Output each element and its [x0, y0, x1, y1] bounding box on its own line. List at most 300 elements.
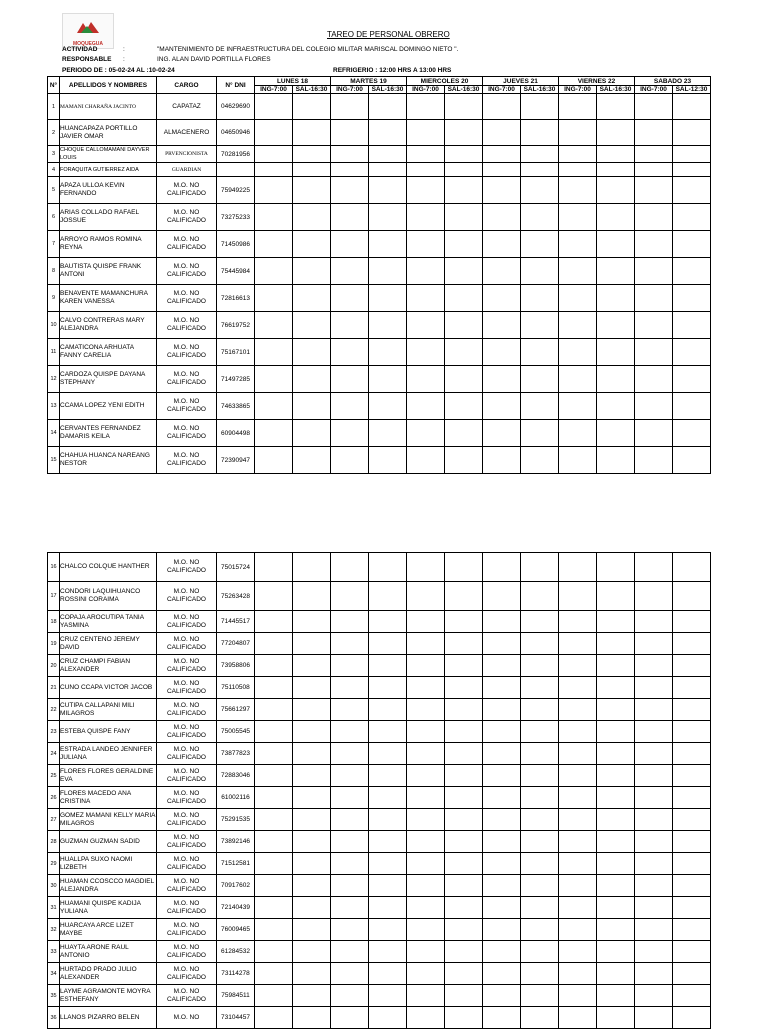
check-in-cell[interactable]: [635, 633, 673, 655]
check-in-cell[interactable]: [331, 582, 369, 611]
check-in-cell[interactable]: [635, 582, 673, 611]
check-in-cell[interactable]: [255, 285, 293, 312]
check-in-cell[interactable]: [407, 553, 445, 582]
check-out-cell[interactable]: [369, 765, 407, 787]
check-in-cell[interactable]: [255, 447, 293, 474]
check-out-cell[interactable]: [293, 582, 331, 611]
check-in-cell[interactable]: [483, 787, 521, 809]
check-out-cell[interactable]: [293, 163, 331, 177]
check-out-cell[interactable]: [445, 655, 483, 677]
check-out-cell[interactable]: [293, 941, 331, 963]
check-out-cell[interactable]: [521, 204, 559, 231]
check-in-cell[interactable]: [255, 985, 293, 1007]
check-out-cell[interactable]: [597, 553, 635, 582]
check-in-cell[interactable]: [255, 633, 293, 655]
check-in-cell[interactable]: [407, 312, 445, 339]
check-out-cell[interactable]: [369, 743, 407, 765]
check-in-cell[interactable]: [483, 339, 521, 366]
check-out-cell[interactable]: [597, 120, 635, 146]
check-in-cell[interactable]: [331, 553, 369, 582]
check-in-cell[interactable]: [331, 611, 369, 633]
check-out-cell[interactable]: [597, 285, 635, 312]
check-out-cell[interactable]: [293, 177, 331, 204]
check-out-cell[interactable]: [293, 366, 331, 393]
check-in-cell[interactable]: [255, 809, 293, 831]
check-out-cell[interactable]: [597, 919, 635, 941]
check-in-cell[interactable]: [483, 94, 521, 120]
check-out-cell[interactable]: [521, 420, 559, 447]
check-in-cell[interactable]: [483, 985, 521, 1007]
check-in-cell[interactable]: [559, 611, 597, 633]
check-out-cell[interactable]: [521, 553, 559, 582]
check-in-cell[interactable]: [635, 120, 673, 146]
check-out-cell[interactable]: [597, 420, 635, 447]
check-out-cell[interactable]: [597, 366, 635, 393]
check-out-cell[interactable]: [293, 393, 331, 420]
check-out-cell[interactable]: [445, 611, 483, 633]
check-in-cell[interactable]: [331, 655, 369, 677]
check-out-cell[interactable]: [597, 146, 635, 163]
check-in-cell[interactable]: [559, 765, 597, 787]
check-in-cell[interactable]: [331, 963, 369, 985]
check-out-cell[interactable]: [293, 120, 331, 146]
check-in-cell[interactable]: [483, 897, 521, 919]
check-out-cell[interactable]: [369, 366, 407, 393]
check-out-cell[interactable]: [521, 655, 559, 677]
check-in-cell[interactable]: [255, 941, 293, 963]
check-in-cell[interactable]: [635, 393, 673, 420]
check-in-cell[interactable]: [331, 146, 369, 163]
check-out-cell[interactable]: [521, 339, 559, 366]
check-out-cell[interactable]: [445, 743, 483, 765]
check-in-cell[interactable]: [255, 120, 293, 146]
check-out-cell[interactable]: [293, 258, 331, 285]
check-in-cell[interactable]: [483, 655, 521, 677]
check-out-cell[interactable]: [673, 312, 711, 339]
check-out-cell[interactable]: [293, 897, 331, 919]
check-in-cell[interactable]: [255, 853, 293, 875]
check-out-cell[interactable]: [521, 146, 559, 163]
check-out-cell[interactable]: [521, 853, 559, 875]
check-out-cell[interactable]: [445, 787, 483, 809]
check-in-cell[interactable]: [483, 146, 521, 163]
check-out-cell[interactable]: [369, 919, 407, 941]
check-out-cell[interactable]: [521, 231, 559, 258]
check-in-cell[interactable]: [255, 743, 293, 765]
check-out-cell[interactable]: [597, 94, 635, 120]
check-out-cell[interactable]: [673, 743, 711, 765]
check-in-cell[interactable]: [483, 258, 521, 285]
check-in-cell[interactable]: [331, 743, 369, 765]
check-in-cell[interactable]: [407, 655, 445, 677]
check-out-cell[interactable]: [597, 1007, 635, 1029]
check-in-cell[interactable]: [635, 787, 673, 809]
check-in-cell[interactable]: [635, 941, 673, 963]
check-in-cell[interactable]: [331, 897, 369, 919]
check-in-cell[interactable]: [635, 285, 673, 312]
check-in-cell[interactable]: [331, 1007, 369, 1029]
check-out-cell[interactable]: [673, 339, 711, 366]
check-in-cell[interactable]: [559, 312, 597, 339]
check-out-cell[interactable]: [597, 941, 635, 963]
check-out-cell[interactable]: [293, 204, 331, 231]
check-in-cell[interactable]: [331, 177, 369, 204]
check-in-cell[interactable]: [559, 677, 597, 699]
check-out-cell[interactable]: [673, 875, 711, 897]
check-in-cell[interactable]: [255, 177, 293, 204]
check-in-cell[interactable]: [559, 447, 597, 474]
check-out-cell[interactable]: [369, 611, 407, 633]
check-in-cell[interactable]: [331, 919, 369, 941]
check-out-cell[interactable]: [293, 94, 331, 120]
check-in-cell[interactable]: [255, 1007, 293, 1029]
check-out-cell[interactable]: [369, 831, 407, 853]
check-in-cell[interactable]: [331, 699, 369, 721]
check-out-cell[interactable]: [673, 258, 711, 285]
check-in-cell[interactable]: [331, 393, 369, 420]
check-in-cell[interactable]: [407, 787, 445, 809]
check-in-cell[interactable]: [407, 146, 445, 163]
check-out-cell[interactable]: [369, 721, 407, 743]
check-out-cell[interactable]: [597, 897, 635, 919]
check-out-cell[interactable]: [597, 633, 635, 655]
check-out-cell[interactable]: [369, 258, 407, 285]
check-out-cell[interactable]: [445, 875, 483, 897]
check-out-cell[interactable]: [445, 897, 483, 919]
check-out-cell[interactable]: [521, 897, 559, 919]
check-out-cell[interactable]: [521, 919, 559, 941]
check-out-cell[interactable]: [293, 285, 331, 312]
check-in-cell[interactable]: [635, 809, 673, 831]
check-out-cell[interactable]: [293, 919, 331, 941]
check-out-cell[interactable]: [597, 177, 635, 204]
check-out-cell[interactable]: [293, 231, 331, 258]
check-in-cell[interactable]: [635, 765, 673, 787]
check-out-cell[interactable]: [369, 393, 407, 420]
check-in-cell[interactable]: [255, 677, 293, 699]
check-in-cell[interactable]: [559, 699, 597, 721]
check-in-cell[interactable]: [483, 582, 521, 611]
check-in-cell[interactable]: [331, 366, 369, 393]
check-in-cell[interactable]: [331, 787, 369, 809]
check-in-cell[interactable]: [407, 985, 445, 1007]
check-out-cell[interactable]: [597, 163, 635, 177]
check-out-cell[interactable]: [445, 204, 483, 231]
check-out-cell[interactable]: [369, 312, 407, 339]
check-out-cell[interactable]: [369, 231, 407, 258]
check-out-cell[interactable]: [521, 787, 559, 809]
check-out-cell[interactable]: [369, 177, 407, 204]
check-out-cell[interactable]: [673, 94, 711, 120]
check-out-cell[interactable]: [369, 447, 407, 474]
check-out-cell[interactable]: [445, 809, 483, 831]
check-in-cell[interactable]: [407, 163, 445, 177]
check-in-cell[interactable]: [559, 787, 597, 809]
check-out-cell[interactable]: [521, 677, 559, 699]
check-out-cell[interactable]: [445, 985, 483, 1007]
check-out-cell[interactable]: [521, 582, 559, 611]
check-in-cell[interactable]: [255, 231, 293, 258]
check-out-cell[interactable]: [597, 339, 635, 366]
check-out-cell[interactable]: [369, 699, 407, 721]
check-out-cell[interactable]: [673, 163, 711, 177]
check-out-cell[interactable]: [369, 582, 407, 611]
check-in-cell[interactable]: [635, 177, 673, 204]
check-in-cell[interactable]: [635, 339, 673, 366]
check-out-cell[interactable]: [369, 633, 407, 655]
check-in-cell[interactable]: [331, 633, 369, 655]
check-out-cell[interactable]: [445, 447, 483, 474]
check-out-cell[interactable]: [445, 853, 483, 875]
check-in-cell[interactable]: [483, 875, 521, 897]
check-out-cell[interactable]: [293, 553, 331, 582]
check-out-cell[interactable]: [521, 393, 559, 420]
check-in-cell[interactable]: [635, 312, 673, 339]
check-in-cell[interactable]: [635, 963, 673, 985]
check-out-cell[interactable]: [673, 787, 711, 809]
check-in-cell[interactable]: [559, 553, 597, 582]
check-in-cell[interactable]: [407, 743, 445, 765]
check-out-cell[interactable]: [369, 94, 407, 120]
check-in-cell[interactable]: [331, 312, 369, 339]
check-out-cell[interactable]: [445, 120, 483, 146]
check-in-cell[interactable]: [407, 633, 445, 655]
check-out-cell[interactable]: [521, 633, 559, 655]
check-out-cell[interactable]: [673, 420, 711, 447]
check-in-cell[interactable]: [407, 120, 445, 146]
check-out-cell[interactable]: [293, 655, 331, 677]
check-out-cell[interactable]: [673, 809, 711, 831]
check-in-cell[interactable]: [407, 177, 445, 204]
check-out-cell[interactable]: [369, 553, 407, 582]
check-in-cell[interactable]: [255, 919, 293, 941]
check-out-cell[interactable]: [597, 699, 635, 721]
check-out-cell[interactable]: [293, 831, 331, 853]
check-out-cell[interactable]: [673, 120, 711, 146]
check-out-cell[interactable]: [293, 875, 331, 897]
check-out-cell[interactable]: [597, 611, 635, 633]
check-in-cell[interactable]: [559, 655, 597, 677]
check-in-cell[interactable]: [255, 699, 293, 721]
check-in-cell[interactable]: [483, 366, 521, 393]
check-out-cell[interactable]: [597, 831, 635, 853]
check-in-cell[interactable]: [635, 875, 673, 897]
check-out-cell[interactable]: [293, 853, 331, 875]
check-in-cell[interactable]: [635, 420, 673, 447]
check-in-cell[interactable]: [331, 941, 369, 963]
check-in-cell[interactable]: [559, 721, 597, 743]
check-in-cell[interactable]: [255, 655, 293, 677]
check-out-cell[interactable]: [673, 447, 711, 474]
check-in-cell[interactable]: [559, 94, 597, 120]
check-in-cell[interactable]: [483, 611, 521, 633]
check-out-cell[interactable]: [673, 721, 711, 743]
check-out-cell[interactable]: [673, 231, 711, 258]
check-out-cell[interactable]: [445, 582, 483, 611]
check-out-cell[interactable]: [293, 447, 331, 474]
check-in-cell[interactable]: [255, 339, 293, 366]
check-out-cell[interactable]: [445, 699, 483, 721]
check-out-cell[interactable]: [369, 120, 407, 146]
check-out-cell[interactable]: [293, 146, 331, 163]
check-in-cell[interactable]: [407, 339, 445, 366]
check-out-cell[interactable]: [673, 177, 711, 204]
check-in-cell[interactable]: [559, 743, 597, 765]
check-out-cell[interactable]: [521, 94, 559, 120]
check-in-cell[interactable]: [559, 809, 597, 831]
check-in-cell[interactable]: [635, 146, 673, 163]
check-in-cell[interactable]: [407, 941, 445, 963]
check-out-cell[interactable]: [369, 941, 407, 963]
check-out-cell[interactable]: [673, 985, 711, 1007]
check-in-cell[interactable]: [635, 553, 673, 582]
check-in-cell[interactable]: [483, 177, 521, 204]
check-out-cell[interactable]: [521, 809, 559, 831]
check-in-cell[interactable]: [331, 339, 369, 366]
check-in-cell[interactable]: [559, 339, 597, 366]
check-in-cell[interactable]: [255, 204, 293, 231]
check-out-cell[interactable]: [597, 447, 635, 474]
check-out-cell[interactable]: [445, 177, 483, 204]
check-out-cell[interactable]: [445, 339, 483, 366]
check-out-cell[interactable]: [597, 743, 635, 765]
check-out-cell[interactable]: [521, 312, 559, 339]
check-in-cell[interactable]: [255, 582, 293, 611]
check-out-cell[interactable]: [673, 633, 711, 655]
check-out-cell[interactable]: [369, 963, 407, 985]
check-in-cell[interactable]: [407, 204, 445, 231]
check-in-cell[interactable]: [559, 831, 597, 853]
check-out-cell[interactable]: [521, 285, 559, 312]
check-out-cell[interactable]: [369, 677, 407, 699]
check-out-cell[interactable]: [673, 611, 711, 633]
check-out-cell[interactable]: [293, 963, 331, 985]
check-in-cell[interactable]: [255, 553, 293, 582]
check-out-cell[interactable]: [521, 985, 559, 1007]
check-in-cell[interactable]: [331, 94, 369, 120]
check-in-cell[interactable]: [635, 447, 673, 474]
check-in-cell[interactable]: [407, 919, 445, 941]
check-out-cell[interactable]: [673, 582, 711, 611]
check-out-cell[interactable]: [597, 677, 635, 699]
check-in-cell[interactable]: [559, 853, 597, 875]
check-out-cell[interactable]: [293, 809, 331, 831]
check-in-cell[interactable]: [255, 258, 293, 285]
check-out-cell[interactable]: [521, 163, 559, 177]
check-in-cell[interactable]: [483, 312, 521, 339]
check-in-cell[interactable]: [559, 177, 597, 204]
check-in-cell[interactable]: [255, 163, 293, 177]
check-out-cell[interactable]: [597, 582, 635, 611]
check-in-cell[interactable]: [407, 875, 445, 897]
check-out-cell[interactable]: [445, 94, 483, 120]
check-out-cell[interactable]: [673, 553, 711, 582]
check-in-cell[interactable]: [559, 285, 597, 312]
check-in-cell[interactable]: [331, 204, 369, 231]
check-out-cell[interactable]: [369, 163, 407, 177]
check-in-cell[interactable]: [255, 420, 293, 447]
check-out-cell[interactable]: [673, 1007, 711, 1029]
check-out-cell[interactable]: [521, 765, 559, 787]
check-in-cell[interactable]: [331, 258, 369, 285]
check-in-cell[interactable]: [483, 420, 521, 447]
check-out-cell[interactable]: [293, 765, 331, 787]
check-in-cell[interactable]: [559, 258, 597, 285]
check-in-cell[interactable]: [635, 204, 673, 231]
check-out-cell[interactable]: [597, 853, 635, 875]
check-in-cell[interactable]: [559, 919, 597, 941]
check-out-cell[interactable]: [521, 1007, 559, 1029]
check-out-cell[interactable]: [445, 1007, 483, 1029]
check-in-cell[interactable]: [483, 853, 521, 875]
check-out-cell[interactable]: [445, 553, 483, 582]
check-in-cell[interactable]: [407, 765, 445, 787]
check-in-cell[interactable]: [483, 809, 521, 831]
check-in-cell[interactable]: [255, 611, 293, 633]
check-in-cell[interactable]: [559, 163, 597, 177]
check-out-cell[interactable]: [521, 699, 559, 721]
check-in-cell[interactable]: [407, 677, 445, 699]
check-in-cell[interactable]: [559, 120, 597, 146]
check-in-cell[interactable]: [483, 231, 521, 258]
check-in-cell[interactable]: [331, 765, 369, 787]
check-in-cell[interactable]: [635, 721, 673, 743]
check-in-cell[interactable]: [559, 231, 597, 258]
check-in-cell[interactable]: [407, 721, 445, 743]
check-out-cell[interactable]: [293, 787, 331, 809]
check-in-cell[interactable]: [331, 831, 369, 853]
check-in-cell[interactable]: [635, 611, 673, 633]
check-in-cell[interactable]: [407, 258, 445, 285]
check-in-cell[interactable]: [635, 94, 673, 120]
check-in-cell[interactable]: [331, 120, 369, 146]
check-in-cell[interactable]: [635, 897, 673, 919]
check-in-cell[interactable]: [635, 655, 673, 677]
check-in-cell[interactable]: [635, 231, 673, 258]
check-in-cell[interactable]: [483, 285, 521, 312]
check-out-cell[interactable]: [293, 677, 331, 699]
check-in-cell[interactable]: [407, 897, 445, 919]
check-in-cell[interactable]: [407, 366, 445, 393]
check-in-cell[interactable]: [255, 721, 293, 743]
check-in-cell[interactable]: [331, 677, 369, 699]
check-in-cell[interactable]: [255, 787, 293, 809]
check-out-cell[interactable]: [369, 204, 407, 231]
check-out-cell[interactable]: [673, 853, 711, 875]
check-in-cell[interactable]: [331, 231, 369, 258]
check-out-cell[interactable]: [597, 312, 635, 339]
check-out-cell[interactable]: [521, 721, 559, 743]
check-in-cell[interactable]: [255, 897, 293, 919]
check-out-cell[interactable]: [445, 919, 483, 941]
check-out-cell[interactable]: [521, 743, 559, 765]
check-in-cell[interactable]: [483, 553, 521, 582]
check-in-cell[interactable]: [635, 163, 673, 177]
check-in-cell[interactable]: [331, 875, 369, 897]
check-in-cell[interactable]: [483, 743, 521, 765]
check-in-cell[interactable]: [331, 285, 369, 312]
check-in-cell[interactable]: [331, 163, 369, 177]
check-in-cell[interactable]: [483, 919, 521, 941]
check-in-cell[interactable]: [331, 721, 369, 743]
check-out-cell[interactable]: [445, 633, 483, 655]
check-out-cell[interactable]: [445, 312, 483, 339]
check-out-cell[interactable]: [521, 831, 559, 853]
check-in-cell[interactable]: [559, 985, 597, 1007]
check-out-cell[interactable]: [445, 941, 483, 963]
check-in-cell[interactable]: [635, 831, 673, 853]
check-in-cell[interactable]: [255, 963, 293, 985]
